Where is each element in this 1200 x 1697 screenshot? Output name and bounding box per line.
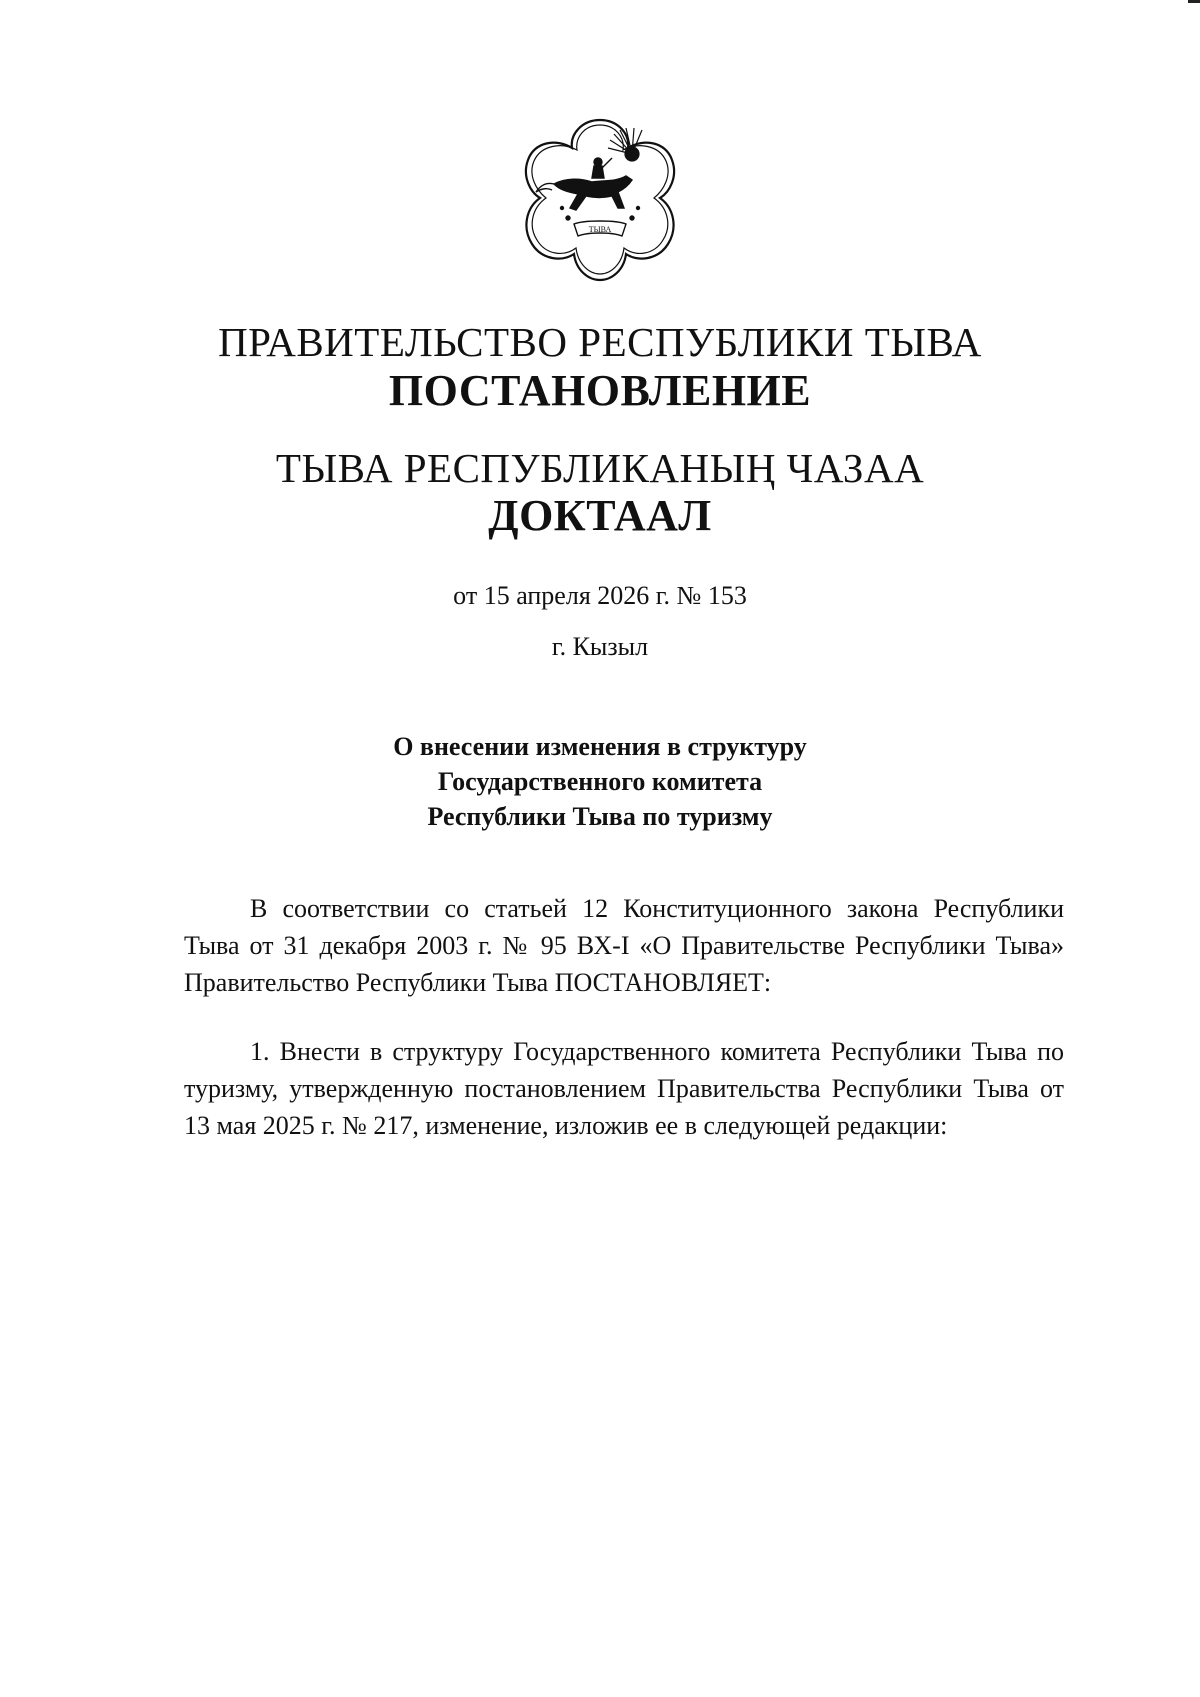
preamble-text: В соответствии со статьей 12 Конституционного закона Республики Тыва от 31 декабря 2003 г. № 95 ВХ-I «О Правительстве Республики Тыва» Правительство Республики Тыва ПОСТАНОВЛЯЕТ:	[184, 894, 1064, 997]
preamble-paragraph	[184, 890, 1064, 1001]
date-and-number: от 15 апреля 2026 г. № 153	[453, 581, 747, 610]
scan-corner-mark	[1188, 0, 1200, 3]
city: г. Кызыл	[551, 632, 649, 661]
tuva-emblem-icon	[514, 112, 686, 284]
government-name-tyv: ТЫВА РЕСПУБЛИКАНЫҢ ЧАЗАА	[275, 445, 925, 491]
government-name-ru: ПРАВИТЕЛЬСТВО РЕСПУБЛИКИ ТЫВА	[218, 319, 982, 365]
clause-1-paragraph	[184, 1033, 1064, 1144]
document-subject	[0, 729, 1200, 834]
document-type-ru: ПОСТАНОВЛЕНИЕ	[388, 366, 812, 415]
document-type-tyv: ДОКТААЛ	[488, 491, 712, 540]
subject-line-3: Республики Тыва по туризму	[427, 802, 773, 831]
clause-1-text: 1. Внести в структуру Государственного комитета Республики Тыва по туризму, утвержденную постановлением Правительства Республики Тыва от 13 мая 2025 г. № 217, изменение, изложив ее в следующей редакции:	[184, 1037, 1064, 1140]
subject-line-1: О внесении изменения в структуру	[393, 732, 807, 761]
emblem-inscription: ТЫВА	[588, 225, 612, 234]
subject-line-2: Государственного комитета	[437, 767, 763, 796]
